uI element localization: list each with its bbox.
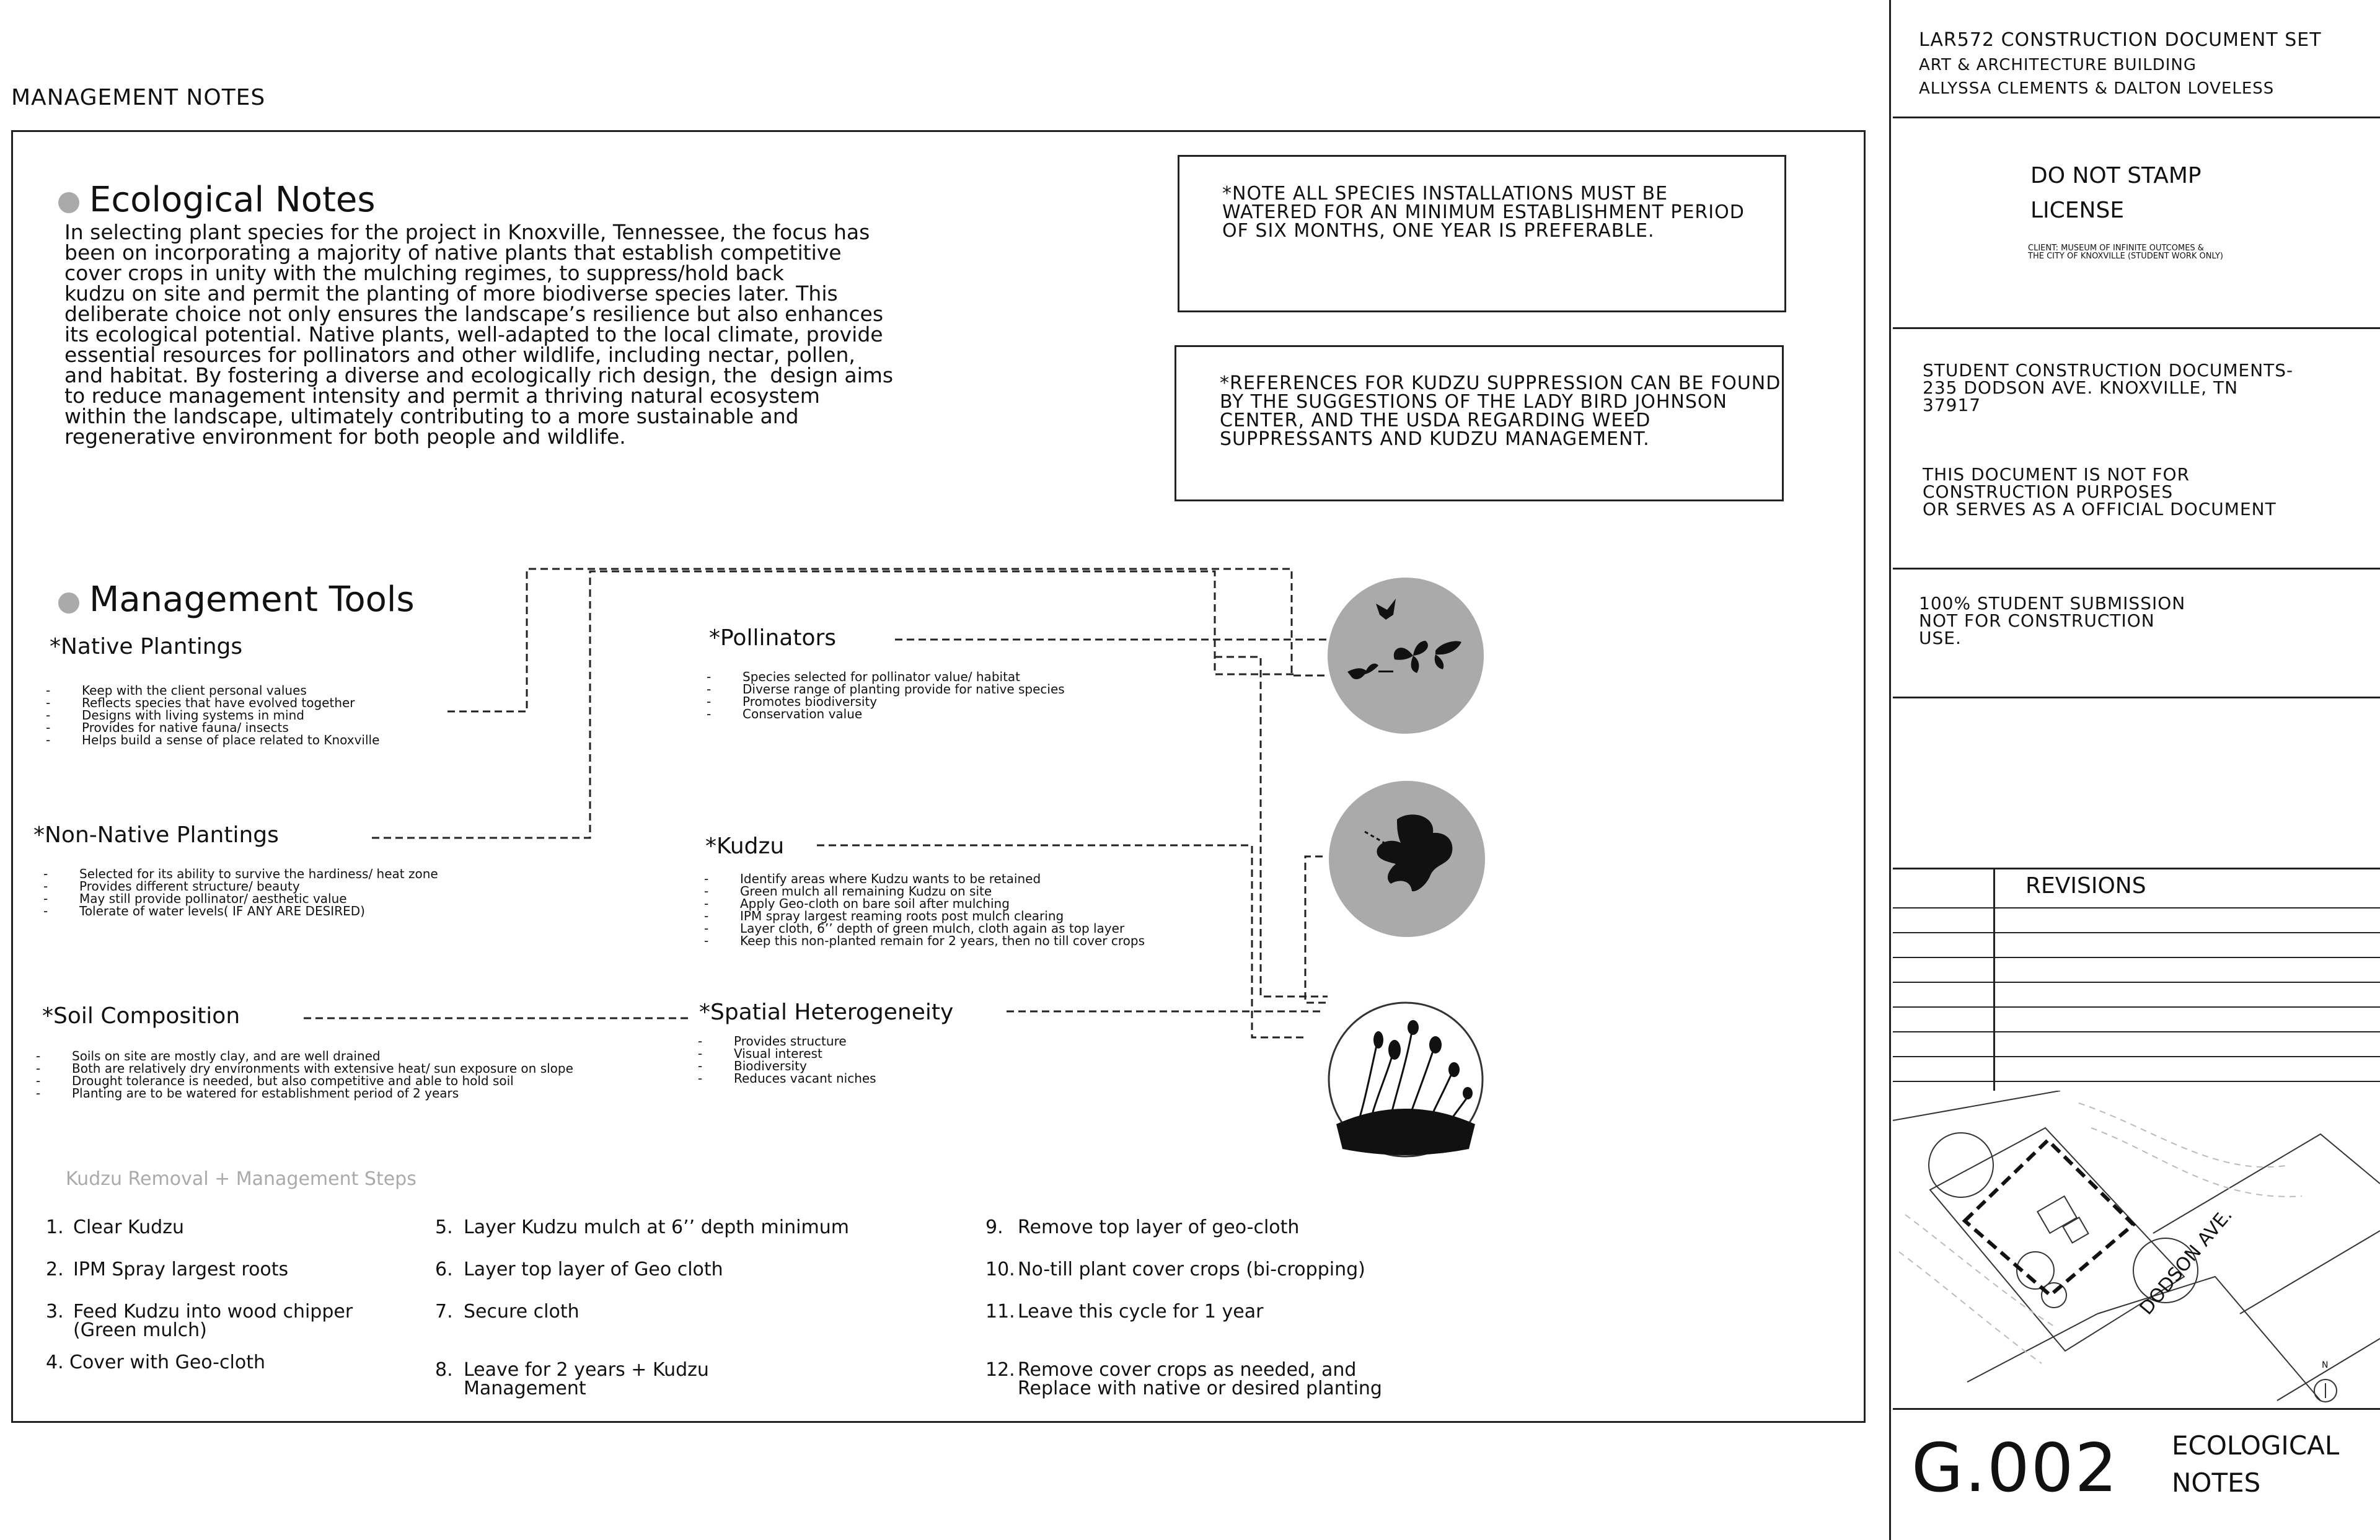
steps-column-3 — [985, 1218, 1382, 1398]
note-line: *NOTE ALL SPECIES INSTALLATIONS MUST BE — [1222, 183, 1668, 205]
list-item: - Layer cloth, 6’’ depth of green mulch, cloth again as top layer — [704, 921, 1125, 936]
address-line: STUDENT CONSTRUCTION DOCUMENTS- — [1923, 360, 2294, 381]
step-item-continuation: (Green mulch) — [73, 1319, 207, 1341]
step-item-continuation: Replace with native or desired planting — [1018, 1378, 1382, 1399]
list-item: - Visual interest — [698, 1046, 822, 1061]
step-item: 9. Remove top layer of geo-cloth — [985, 1217, 1300, 1238]
step-item: 8. Leave for 2 years + Kudzu — [435, 1359, 709, 1381]
list-item: - Apply Geo-cloth on bare soil after mulching — [704, 896, 1010, 911]
connector-non-native — [372, 571, 1297, 838]
connector-pollinators-spatial — [1215, 657, 1328, 997]
paragraph-line: regenerative environment for both people and wildlife. — [64, 425, 626, 449]
document-disclaimer — [1923, 466, 2276, 518]
list-item: - Reduces vacant niches — [698, 1071, 876, 1086]
list-item: - Identify areas where Kudzu wants to be retained — [704, 871, 1041, 886]
client-line: CLIENT: MUSEUM OF INFINITE OUTCOMES & — [2028, 244, 2204, 253]
kudzu-leaf-icon — [1328, 780, 1486, 938]
step-item: 2. IPM Spray largest roots — [46, 1259, 289, 1280]
list-item: - Keep with the client personal values — [46, 683, 307, 698]
list-item: - Designs with living systems in mind — [46, 708, 304, 723]
submission-line: USE. — [1919, 628, 1962, 648]
list-item: - Promotes biodiversity — [707, 694, 878, 709]
sheet-name-line: ECOLOGICAL — [2172, 1430, 2340, 1461]
titleblock-divider — [1893, 568, 2380, 570]
project-address — [1923, 362, 2293, 414]
stamp-line: LICENSE — [2030, 198, 2125, 223]
steps-column-1 — [46, 1218, 353, 1372]
paragraph-line: essential resources for pollinators and other wildlife, including nectar, pollen, — [64, 343, 855, 367]
paragraph-line: cover crops in unity with the mulching regimes, to suppress/hold back — [64, 261, 784, 285]
paragraph-line: to reduce management intensity and permit a thriving natural ecosystem — [64, 384, 820, 408]
disclaimer-line: THIS DOCUMENT IS NOT FOR — [1923, 464, 2190, 485]
authors: ALLYSSA CLEMENTS & DALTON LOVELESS — [1919, 79, 2275, 98]
step-item: 1. Clear Kudzu — [46, 1217, 184, 1238]
project-set-name: LAR572 CONSTRUCTION DOCUMENT SET — [1919, 29, 2322, 51]
paragraph-line: been on incorporating a majority of native plants that establish competitive — [64, 240, 842, 265]
sheet-number: G.002 — [1911, 1430, 2119, 1507]
building-name: ART & ARCHITECTURE BUILDING — [1919, 56, 2197, 74]
connector-kudzu — [817, 845, 1305, 1037]
list-item: - Tolerate of water levels( IF ANY ARE DESIRED) — [43, 904, 365, 918]
list-item: - Both are relatively dry environments with extensive heat/ sun exposure on slope — [36, 1061, 573, 1076]
revisions-title: REVISIONS — [2025, 873, 2146, 899]
connector-kudzu-icon — [1305, 856, 1328, 1003]
titleblock-border — [1889, 0, 1891, 1540]
ecological-notes-title: Ecological Notes — [89, 180, 376, 220]
client-info — [2028, 244, 2223, 260]
titleblock-header — [1919, 31, 2322, 104]
list-item: - Conservation value — [707, 706, 863, 721]
note-line: OF SIX MONTHS, ONE YEAR IS PREFERABLE. — [1222, 220, 1655, 242]
note-line: BY THE SUGGESTIONS OF THE LADY BIRD JOHNSON — [1220, 391, 1727, 413]
native-plantings-title: *Native Plantings — [50, 634, 243, 659]
sheet-heading: MANAGEMENT NOTES — [11, 85, 266, 110]
management-tools-title: Management Tools — [89, 579, 415, 620]
step-item: 3. Feed Kudzu into wood chipper — [46, 1301, 353, 1322]
titleblock-divider — [1893, 327, 2380, 329]
steps-column-2 — [435, 1218, 849, 1398]
north-arrow-label: N — [2322, 1360, 2329, 1370]
sheet-name — [2172, 1430, 2340, 1507]
note-line: *REFERENCES FOR KUDZU SUPPRESSION CAN BE FOUND — [1220, 372, 1781, 394]
titleblock-divider — [1893, 868, 2380, 869]
kudzu-steps-title: Kudzu Removal + Management Steps — [66, 1168, 416, 1190]
list-item: - IPM spray largest reaming roots post mulch clearing — [704, 909, 1064, 923]
list-item: - Provides different structure/ beauty — [43, 879, 300, 894]
submission-note — [1919, 595, 2185, 647]
step-item: 4. Cover with Geo-cloth — [46, 1352, 265, 1373]
list-item: - Provides structure — [698, 1034, 847, 1049]
paragraph-line: its ecological potential. Native plants, well-adapted to the local climate, provide — [64, 322, 883, 346]
spatial-wildflower-icon — [1326, 1000, 1485, 1159]
note-line: WATERED FOR AN MINIMUM ESTABLISHMENT PERIOD — [1222, 201, 1745, 223]
step-item: 7. Secure cloth — [435, 1301, 580, 1322]
note-line: SUPPRESSANTS AND KUDZU MANAGEMENT. — [1220, 428, 1650, 450]
pollinators-title: *Pollinators — [709, 625, 837, 651]
titleblock-divider — [1893, 697, 2380, 698]
titleblock-divider — [1893, 1408, 2380, 1410]
address-line: 235 DODSON AVE. KNOXVILLE, TN — [1923, 377, 2239, 398]
pollinator-butterfly-icon — [1326, 576, 1485, 735]
step-item: 5. Layer Kudzu mulch at 6’’ depth minimum — [435, 1217, 849, 1238]
list-item: - Provides for native fauna/ insects — [46, 720, 289, 735]
list-item: - Planting are to be watered for establishment period of 2 years — [36, 1086, 459, 1101]
sheet-name-line: NOTES — [2172, 1467, 2261, 1498]
street-label: DODSON AVE. — [2135, 1204, 2237, 1319]
list-item: - Diverse range of planting provide for native species — [707, 682, 1065, 697]
step-item: 10. No-till plant cover crops (bi-cropping) — [985, 1259, 1365, 1280]
stamp-area — [2030, 165, 2202, 234]
step-item: 11. Leave this cycle for 1 year — [985, 1301, 1264, 1322]
submission-line: NOT FOR CONSTRUCTION — [1919, 610, 2155, 631]
note-line: CENTER, AND THE USDA REGARDING WEED — [1220, 410, 1651, 431]
list-item: - Green mulch all remaining Kudzu on site — [704, 884, 992, 899]
paragraph-line: kudzu on site and permit the planting of more biodiverse species later. This — [64, 281, 838, 306]
list-item: - Drought tolerance is needed, but also competitive and able to hold soil — [36, 1073, 514, 1088]
list-item: - Helps build a sense of place related to Knoxville — [46, 733, 380, 747]
list-item: - Reflects species that have evolved together — [46, 695, 355, 710]
stamp-line: DO NOT STAMP — [2030, 163, 2202, 188]
paragraph-line: within the landscape, ultimately contributing to a more sustainable and — [64, 404, 799, 428]
site-key-map — [1893, 1091, 2380, 1408]
list-item: - Soils on site are mostly clay, and are well drained — [36, 1049, 381, 1063]
list-item: - Species selected for pollinator value/ habitat — [707, 669, 1021, 684]
list-item: - May still provide pollinator/ aesthetic value — [43, 891, 347, 906]
revisions-table — [1893, 907, 2380, 1082]
list-item: - Selected for its ability to survive the hardiness/ heat zone — [43, 866, 438, 881]
paragraph-line: In selecting plant species for the project in Knoxville, Tennessee, the focus has — [64, 220, 870, 244]
disclaimer-line: CONSTRUCTION PURPOSES — [1923, 482, 2174, 502]
disclaimer-line: OR SERVES AS A OFFICIAL DOCUMENT — [1923, 499, 2276, 519]
kudzu-title: *Kudzu — [705, 834, 785, 859]
step-item: 12. Remove cover crops as needed, and — [985, 1359, 1357, 1381]
non-native-plantings-title: *Non-Native Plantings — [33, 822, 279, 848]
submission-line: 100% STUDENT SUBMISSION — [1919, 593, 2186, 614]
client-line: THE CITY OF KNOXVILLE (STUDENT WORK ONLY) — [2028, 252, 2224, 261]
titleblock-divider — [1893, 117, 2380, 118]
paragraph-line: deliberate choice not only ensures the landscape’s resilience but also enhances — [64, 302, 884, 326]
paragraph-line: and habitat. By fostering a diverse and ecologically rich design, the design aims — [64, 363, 894, 387]
list-item: - Keep this non-planted remain for 2 years, then no till cover crops — [704, 933, 1145, 948]
address-line: 37917 — [1923, 395, 1981, 415]
list-item: - Biodiversity — [698, 1058, 807, 1073]
step-item-continuation: Management — [464, 1378, 586, 1399]
spatial-heterogeneity-title: *Spatial Heterogeneity — [699, 1000, 954, 1025]
soil-composition-title: *Soil Composition — [42, 1003, 240, 1029]
step-item: 6. Layer top layer of Geo cloth — [435, 1259, 723, 1280]
